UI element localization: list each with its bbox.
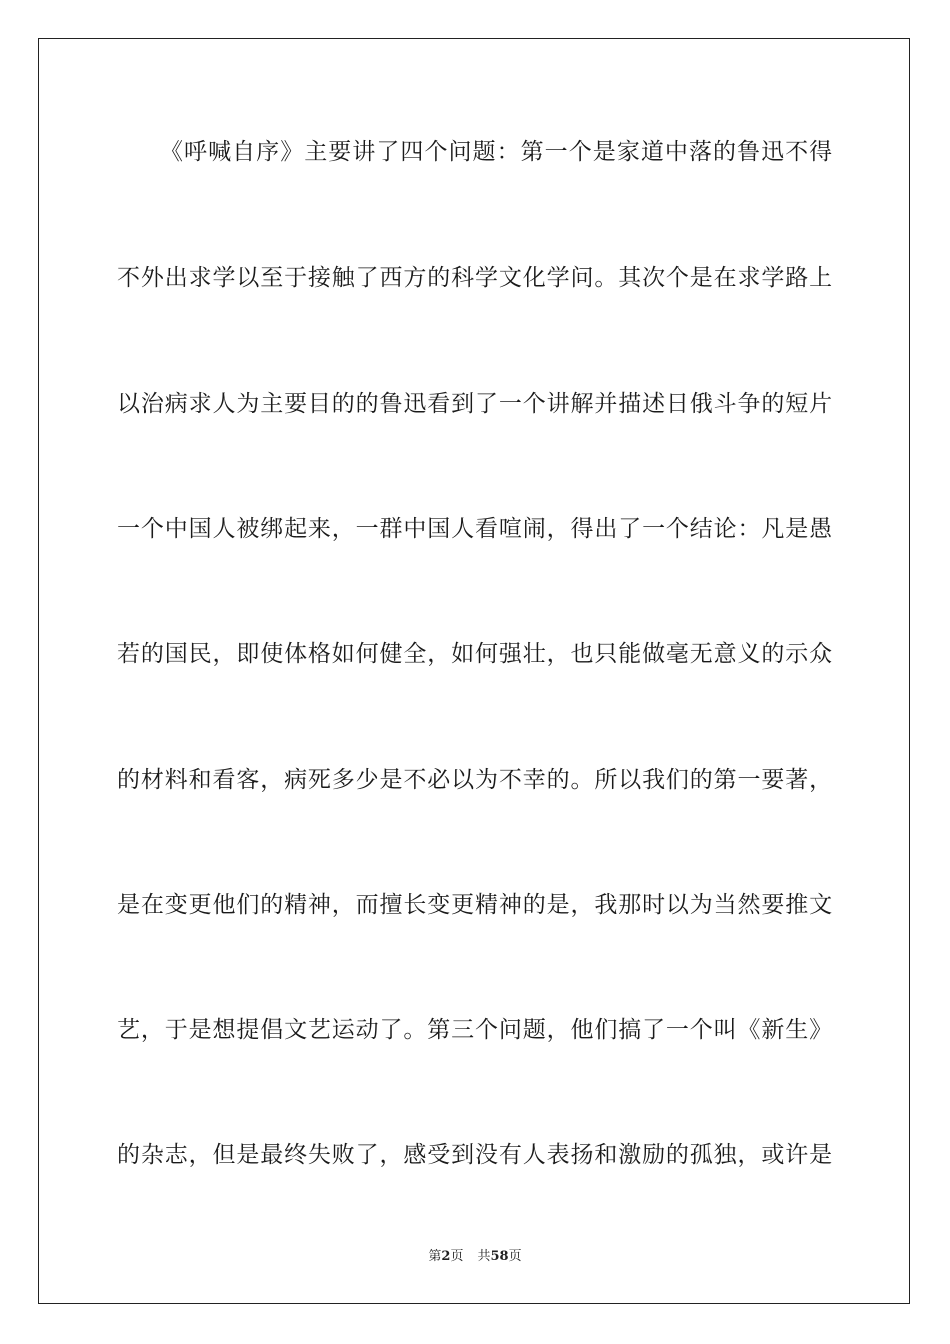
paragraph-line-5: 若的国民，即使体格如何健全，如何强壮，也只能做毫无意义的示众 <box>117 641 833 667</box>
total-label-suffix: 页 <box>508 1249 522 1264</box>
total-label-prefix: 共 <box>477 1249 491 1264</box>
paragraph-line-4: 一个中国人被绑起来，一群中国人看喧闹，得出了一个结论：凡是愚 <box>117 516 833 542</box>
paragraph-line-1: 《呼喊自序》主要讲了四个问题：第一个是家道中落的鲁迅不得 <box>160 139 834 165</box>
paragraph-line-9: 的杂志，但是最终失败了，感受到没有人表扬和激励的孤独，或许是 <box>117 1142 833 1168</box>
total-pages: 58 <box>490 1249 509 1264</box>
page-label-suffix: 页 <box>450 1249 464 1264</box>
paragraph-line-2: 不外出求学以至于接触了西方的科学文化学问。其次个是在求学路上 <box>117 265 833 291</box>
paragraph-line-3: 以治病求人为主要目的的鲁迅看到了一个讲解并描述日俄斗争的短片 <box>117 391 833 417</box>
page-number: 2 <box>441 1249 451 1264</box>
page-border <box>38 38 910 1304</box>
paragraph-line-6: 的材料和看客，病死多少是不必以为不幸的。所以我们的第一要著， <box>117 767 833 793</box>
paragraph-line-7: 是在变更他们的精神，而擅长变更精神的是，我那时以为当然要推文 <box>117 892 833 918</box>
page-footer <box>0 1248 950 1266</box>
page-label-prefix: 第 <box>428 1249 442 1264</box>
paragraph-line-8: 艺，于是想提倡文艺运动了。第三个问题，他们搞了一个叫《新生》 <box>117 1017 833 1043</box>
